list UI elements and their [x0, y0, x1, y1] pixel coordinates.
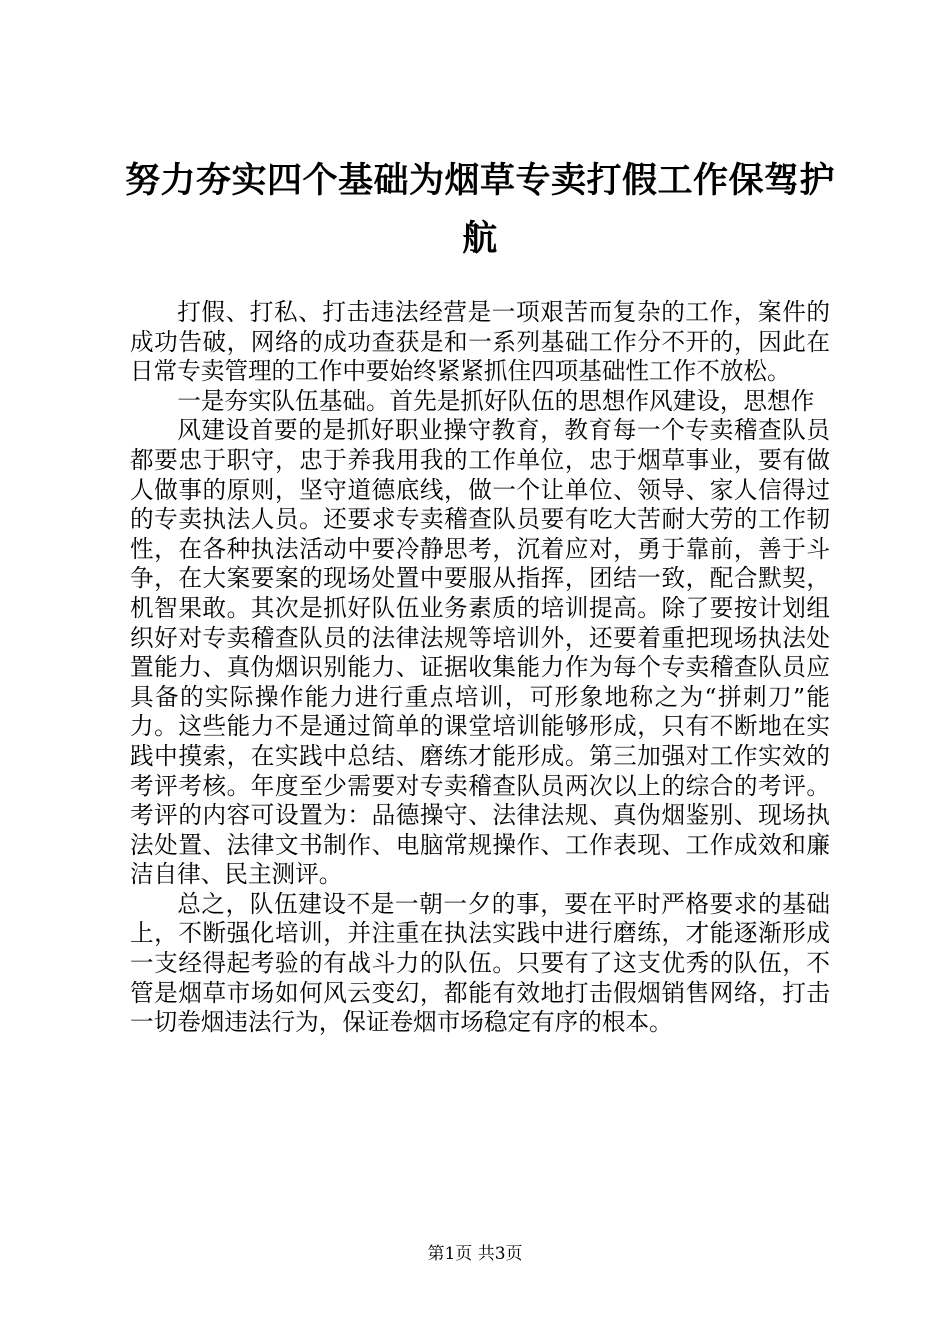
paragraph-team-foundation: 一是夯实队伍基础。首先是抓好队伍的思想作风建设，思想作: [177, 386, 815, 415]
page-number-footer: 第1页 共3页: [427, 1244, 523, 1264]
paragraph-team-details: 风建设首要的是抓好职业操守教育，教育每一个专卖稽查队员都要忠于职守，忠于养我用我的工作单位，忠于烟草事业，要有做人做事的原则，坚守道德底线，做一个让单位、领导、家人信得过的专卖执法人员。还要求专卖稽查队员要有吃大苦耐大劳的工作韧性，在各种执法活动中要冷静思考，沉着应对，勇于靠前，善于斗争，在大案要案的现场处置中要服从指挥，团结一致，配合默契，机智果敢。其次是抓好队伍业务素质的培训提高。除了要按计划组织好对专卖稽查队员的法律法规等培训外，还要着重把现场执法处置能力、真伪烟识别能力、证据收集能力作为每个专卖稽查队员应具备的实际操作能力进行重点培训，可形象地称之为“拼刺刀”能力。这些能力不是通过简单的课堂培训能够形成，只有不断地在实践中摸索，在实践中总结、磨练才能形成。第三加强对工作实效的考评考核。年度至少需要对专卖稽查队员两次以上的综合的考评。考评的内容可设置为：品德操守、法律法规、真伪烟鉴别、现场执法处置、法律文书制作、电脑常规操作、工作表现、工作成效和廉洁自律、民主测评。: [130, 416, 830, 889]
document-title: 努力夯实四个基础为烟草专卖打假工作保驾护航: [124, 160, 835, 259]
paragraph-conclusion: 总之，队伍建设不是一朝一夕的事，要在平时严格要求的基础上，不断强化培训，并注重在执法实践中进行磨练，才能逐渐形成一支经得起考验的有战斗力的队伍。只要有了这支优秀的队伍，不管是烟草市场如何风云变幻，都能有效地打击假烟销售网络，打击一切卷烟违法行为，保证卷烟市场稳定有序的根本。: [130, 889, 830, 1037]
document-body: [130, 298, 830, 1038]
paragraph-intro: 打假、打私、打击违法经营是一项艰苦而复杂的工作，案件的成功告破，网络的成功查获是和一系列基础工作分不开的，因此在日常专卖管理的工作中要始终紧紧抓住四项基础性工作不放松。: [130, 298, 830, 386]
